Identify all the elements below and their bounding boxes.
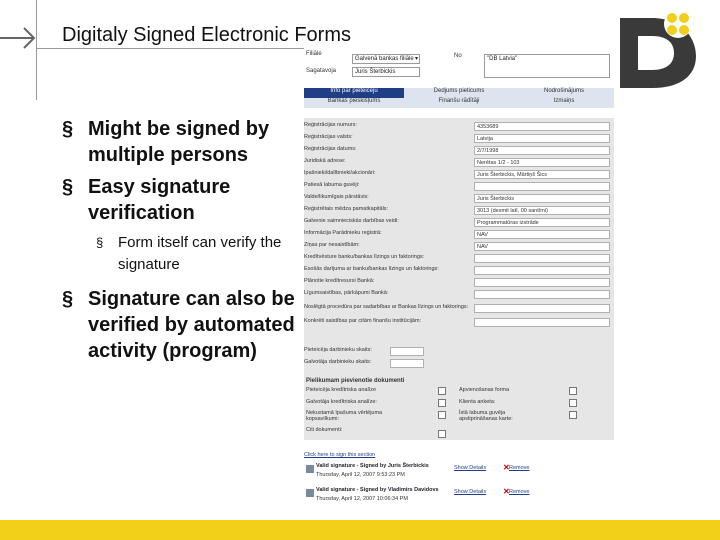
form-row: Reģistrācijas valsts: Latvija <box>304 134 614 143</box>
form-row: Reģistrācijas datums: 2/7/1998 <box>304 146 614 155</box>
remove-link[interactable]: Remove <box>509 465 530 471</box>
checkbox[interactable] <box>438 411 446 419</box>
arrow-icon <box>0 18 40 58</box>
bullet-item: § Signature can also be verified by automated activity (program) <box>62 288 295 362</box>
signature-icon <box>306 489 314 497</box>
form-row: Kredītvēsture banku/bankas līzings un faktorings: <box>304 254 614 263</box>
tab-izmainas[interactable]: Izmaiņs <box>553 98 575 104</box>
remove-link[interactable]: Remove <box>509 489 530 495</box>
tab-finansu[interactable]: Finanšu rādītāji <box>438 98 480 104</box>
documents-header: Pielikumam pievienotie dokumenti <box>306 378 405 384</box>
sign-section-link[interactable]: Click here to sign this section <box>304 452 376 458</box>
form-row: Līgumsaistības, pārkāpumi Bankā: <box>304 290 614 299</box>
show-details-link[interactable]: Show Details <box>454 489 487 495</box>
form-tabs <box>304 88 614 108</box>
form-row: Noslēgtā procedūra par sadarbības ar Bankas līzings un faktorings: <box>304 304 614 313</box>
sub-bullet-item: § Form itself can verify the signature <box>96 234 282 273</box>
signature-entry: Valid signature - Signed by Juris Šterbickis Thursday, April 12, 2007 9:53:23 PM Show Details ✕ Remove <box>304 462 614 484</box>
remove-icon[interactable]: ✕ <box>503 487 510 496</box>
checkbox[interactable] <box>569 387 577 395</box>
check-label: Apvienošanas forma <box>459 387 510 393</box>
sagatavoja-label: Sagatavoja <box>306 68 337 74</box>
accent-bar <box>0 520 720 540</box>
check-label: Citi dokumenti: <box>306 427 343 433</box>
checkbox[interactable] <box>438 399 446 407</box>
bullet-item: § Might be signed by multiple persons <box>62 118 270 166</box>
check-label: Īstā labuma guvēja apstiprināšanas karte: <box>459 410 513 422</box>
bullet-marker: § <box>96 235 104 250</box>
attached-documents <box>304 375 614 440</box>
bullet-marker: § <box>62 118 74 140</box>
form-header <box>304 48 614 89</box>
checkbox[interactable] <box>569 399 577 407</box>
form-row: Juridiskā adrese: Nerētas 1/2 - 103 <box>304 158 614 167</box>
form-row: Ziņas par nesaistībām: NAV <box>304 242 614 251</box>
tab-info[interactable]: Info par pieteicēju <box>304 88 404 98</box>
tab-bankas[interactable]: Bankas pieskišļums <box>327 98 381 104</box>
show-details-link[interactable]: Show Details <box>454 465 487 471</box>
bullet-marker: § <box>62 176 74 198</box>
d-logo-icon <box>612 8 712 92</box>
slide-title: Digitaly Signed Electronic Forms <box>62 24 351 46</box>
no-label: No <box>454 53 462 59</box>
staff-fields <box>304 343 614 375</box>
form-row: Valde/likumīgais pārstāvis: Juris Šterbickis <box>304 194 614 203</box>
form-row: Reģistrētais mēdza pamatkapitāls: 3013 (desmit latī, 00 santīmi) <box>304 206 614 215</box>
check-label: Nekustamā īpašuma vērtējuma kopsavilkumi: <box>306 410 383 422</box>
filiale-select[interactable]: Galvenā bankas filiāle ▾ <box>352 54 420 64</box>
filiale-label: Filiāle <box>306 51 322 57</box>
tab-nodrosinajums[interactable]: Nodrošinājums <box>543 88 585 94</box>
form-row: Pieteicēja darbinieku skaits: <box>304 347 614 356</box>
form-row: Patiesā labuma guvēji: <box>304 182 614 191</box>
remove-icon[interactable]: ✕ <box>503 463 510 472</box>
check-label: Klienta anketa: <box>459 399 496 405</box>
checkbox[interactable] <box>569 411 577 419</box>
no-field[interactable]: "DB Latvia" <box>484 54 610 78</box>
checkbox[interactable] <box>438 387 446 395</box>
form-row: Konkrēti saistības par citām finanšu institūcijām: <box>304 318 614 327</box>
bullet-item: § Easy signature verification <box>62 176 231 224</box>
signature-entry: Valid signature - Signed by Vladimirs Davidovs Thursday, April 12, 2007 10:06:34 PM Show Details ✕ Remove <box>304 486 614 508</box>
sagatavoja-field[interactable]: Juris Šterbickis <box>352 67 420 77</box>
form-row: Esošās darījuma ar banku/bankas līzings un faktorings: <box>304 266 614 275</box>
form-row: Plānotie kredītresursi Bankā: <box>304 278 614 287</box>
tab-dedjums[interactable]: Dedjums pieticums <box>433 88 485 94</box>
form-row: Reģistrācijas numurs: 4353689 <box>304 122 614 131</box>
electronic-form <box>304 48 614 510</box>
signature-icon <box>306 465 314 473</box>
check-label: Galvotāja kredītriska analīze: <box>306 399 377 405</box>
divider-vertical <box>36 0 37 100</box>
bullet-marker: § <box>62 288 74 310</box>
bullet-list <box>62 116 302 370</box>
form-fields <box>304 118 614 343</box>
check-label: Pieteicēja kredītriska analīze <box>306 387 377 393</box>
form-row: Galvotāja darbinieku skaits: <box>304 359 614 368</box>
form-row: Īpašnieki/dalībnieki/akcionāri: Juris Šterbickis, Mārtiņš Šics <box>304 170 614 179</box>
checkbox[interactable] <box>438 430 446 438</box>
chevron-down-icon: ▾ <box>414 56 418 62</box>
form-row: Galvenie saimnieciskās darbības veidi: Programmatūras izstrāde <box>304 218 614 227</box>
form-row: Informācija Parādnieku reģistrā: NAV <box>304 230 614 239</box>
